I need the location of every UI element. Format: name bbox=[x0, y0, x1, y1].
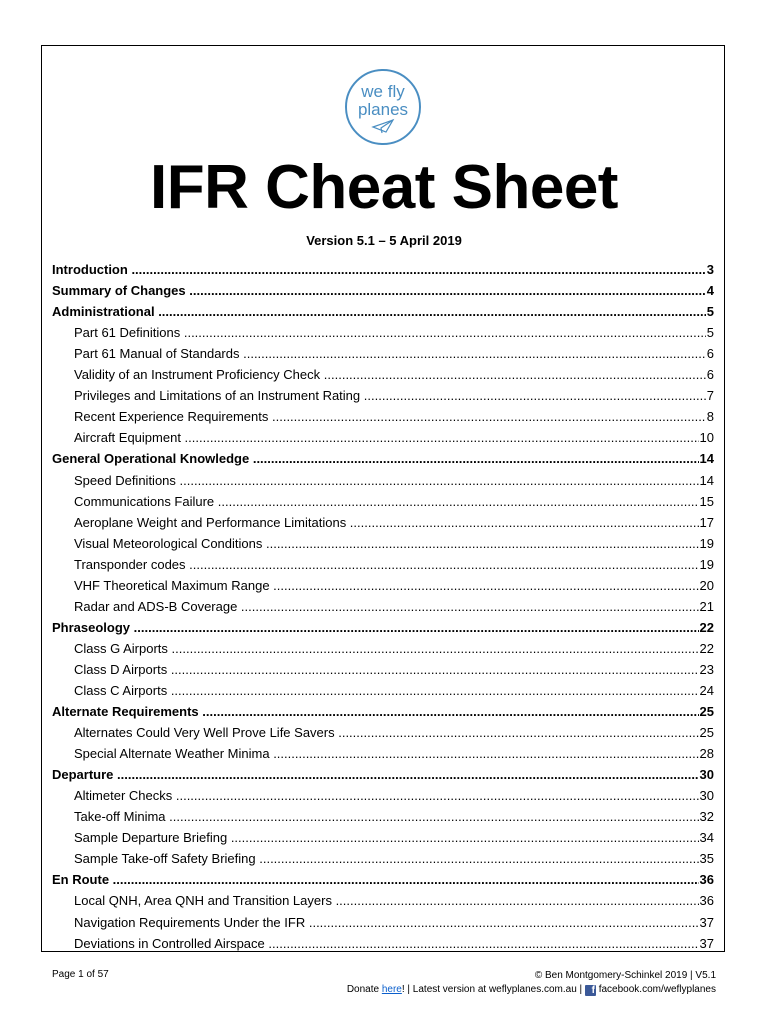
toc-entry-label: Class C Airports ..... bbox=[74, 683, 699, 699]
toc-entry-page: 17 bbox=[699, 514, 714, 530]
toc-entry-label: Radar and ADS-B Coverage ..... bbox=[74, 599, 699, 615]
toc-entry-page: 30 bbox=[699, 767, 714, 783]
toc-entry-label: Transponder codes ..... bbox=[74, 557, 699, 573]
logo-line-1: we fly bbox=[361, 82, 405, 101]
toc-entry-page: 5 bbox=[706, 325, 714, 341]
toc-entry-label: Recent Experience Requirements ..... bbox=[74, 409, 706, 425]
page-number: Page 1 of 57 bbox=[52, 969, 109, 980]
document-title: IFR Cheat Sheet bbox=[150, 153, 618, 222]
toc-entry[interactable] bbox=[52, 657, 714, 678]
toc-entry-label: Sample Take-off Safety Briefing ..... bbox=[74, 851, 699, 867]
toc-entry[interactable] bbox=[52, 804, 714, 825]
donate-text: Donate bbox=[346, 984, 382, 995]
toc-entry[interactable] bbox=[52, 741, 714, 762]
toc-entry[interactable] bbox=[52, 531, 714, 552]
toc-entry[interactable] bbox=[52, 278, 714, 299]
donate-here-link[interactable]: here bbox=[381, 984, 402, 995]
toc-entry-label: VHF Theoretical Maximum Range ..... bbox=[74, 578, 699, 594]
toc-entry-label: Take-off Minima ..... bbox=[74, 809, 699, 825]
toc-entry[interactable] bbox=[52, 510, 714, 531]
toc-entry-page: 10 bbox=[699, 430, 714, 446]
toc-entry-page: 23 bbox=[699, 661, 714, 677]
toc-entry-page: 20 bbox=[699, 577, 714, 593]
toc-entry-label: Class D Airports ..... bbox=[74, 662, 699, 678]
toc-entry[interactable] bbox=[52, 888, 714, 909]
copyright-line: © Ben Montgomery-Schinkel 2019 | V5.1 bbox=[534, 970, 716, 981]
toc-entry-page: 35 bbox=[699, 851, 714, 867]
toc-entry-label: Altimeter Checks ..... bbox=[74, 788, 699, 804]
toc-entry-page: 14 bbox=[699, 472, 714, 488]
toc-entry-label: Alternates Could Very Well Prove Life Savers ..... bbox=[74, 725, 699, 741]
toc-entry[interactable] bbox=[52, 825, 714, 846]
toc-entry[interactable] bbox=[52, 678, 714, 699]
toc-entry[interactable] bbox=[52, 720, 714, 741]
toc-entry-label: Speed Definitions ..... bbox=[74, 473, 699, 489]
toc-entry-page: 4 bbox=[706, 283, 714, 299]
toc-entry-label: Aeroplane Weight and Performance Limitations ..... bbox=[74, 515, 699, 531]
toc-entry-label: Sample Departure Briefing ..... bbox=[74, 830, 699, 846]
toc-entry[interactable] bbox=[52, 636, 714, 657]
toc-entry[interactable] bbox=[52, 931, 714, 952]
toc-entry-label: Phraseology ..... bbox=[52, 620, 699, 636]
toc-entry[interactable] bbox=[52, 909, 714, 930]
toc-entry-label: Part 61 Definitions ..... bbox=[74, 325, 706, 341]
toc-entry-label: Alternate Requirements ..... bbox=[52, 704, 699, 720]
toc-entry-page: 37 bbox=[699, 935, 714, 951]
toc-entry-page: 30 bbox=[699, 788, 714, 804]
toc-entry-label: Special Alternate Weather Minima ..... bbox=[74, 746, 699, 762]
toc-entry-page: 32 bbox=[699, 809, 714, 825]
toc-entry[interactable] bbox=[52, 762, 714, 783]
toc-entry-page: 24 bbox=[699, 682, 714, 698]
toc-entry-page: 34 bbox=[699, 830, 714, 846]
toc-entry[interactable] bbox=[52, 383, 714, 404]
toc-entry[interactable] bbox=[52, 341, 714, 362]
toc-entry[interactable] bbox=[52, 699, 714, 720]
toc-entry[interactable] bbox=[52, 783, 714, 804]
toc-entry[interactable] bbox=[52, 552, 714, 573]
toc-entry-page: 3 bbox=[706, 262, 714, 278]
toc-entry[interactable] bbox=[52, 446, 714, 467]
toc-entry-page: 36 bbox=[699, 893, 714, 909]
toc-entry[interactable] bbox=[52, 425, 714, 446]
footer-credits bbox=[347, 969, 716, 997]
toc-entry-page: 19 bbox=[699, 556, 714, 572]
toc-entry[interactable] bbox=[52, 299, 714, 320]
facebook-link[interactable]: facebook.com/weflyplanes bbox=[598, 984, 716, 995]
toc-entry[interactable] bbox=[52, 362, 714, 383]
toc-entry-page: 6 bbox=[706, 346, 714, 362]
toc-entry-label: General Operational Knowledge ..... bbox=[52, 451, 699, 467]
toc-entry-label: Visual Meteorological Conditions ..... bbox=[74, 536, 699, 552]
toc-entry-label: Local QNH, Area QNH and Transition Layers ..... bbox=[74, 893, 699, 909]
toc-entry[interactable] bbox=[52, 594, 714, 615]
toc-entry-page: 22 bbox=[699, 640, 714, 656]
toc-entry[interactable] bbox=[52, 573, 714, 594]
toc-entry-label: En Route ..... bbox=[52, 872, 699, 888]
toc-entry-page: 14 bbox=[699, 451, 714, 467]
toc-entry-label: Validity of an Instrument Proficiency Check ..... bbox=[74, 367, 706, 383]
toc-entry-label: Class G Airports ..... bbox=[74, 641, 699, 657]
toc-entry-label: Communications Failure ..... bbox=[74, 494, 699, 510]
toc-entry-page: 25 bbox=[699, 704, 714, 720]
toc-entry-label: Aircraft Equipment ..... bbox=[74, 430, 699, 446]
toc-entry-page: 8 bbox=[706, 409, 714, 425]
toc-entry-label: Introduction ..... bbox=[52, 262, 706, 278]
toc-entry-page: 21 bbox=[699, 598, 714, 614]
version-line: Version 5.1 – 5 April 2019 bbox=[306, 233, 462, 248]
toc-entry[interactable] bbox=[52, 404, 714, 425]
toc-entry-label: Deviations in Controlled Airspace ..... bbox=[74, 936, 699, 952]
table-of-contents bbox=[52, 257, 714, 952]
logo-line-2: planes bbox=[357, 100, 409, 119]
toc-entry[interactable] bbox=[52, 467, 714, 488]
toc-entry-page: 7 bbox=[706, 388, 714, 404]
toc-entry[interactable] bbox=[52, 320, 714, 341]
toc-entry-page: 36 bbox=[699, 872, 714, 888]
toc-entry-page: 37 bbox=[699, 914, 714, 930]
toc-entry[interactable] bbox=[52, 867, 714, 888]
toc-entry[interactable] bbox=[52, 257, 714, 278]
toc-entry-label: Navigation Requirements Under the IFR ..... bbox=[74, 915, 699, 931]
toc-entry-label: Administrational ..... bbox=[52, 304, 706, 320]
toc-entry-page: 5 bbox=[706, 304, 714, 320]
toc-entry-label: Part 61 Manual of Standards ..... bbox=[74, 346, 706, 362]
footer-links-line bbox=[347, 983, 716, 997]
toc-entry-page: 25 bbox=[699, 725, 714, 741]
we-fly-planes-logo bbox=[343, 67, 423, 147]
paper-plane-icon bbox=[373, 120, 393, 133]
toc-entry-page: 6 bbox=[706, 367, 714, 383]
toc-entry-label: Departure ..... bbox=[52, 767, 699, 783]
toc-entry-label: Privileges and Limitations of an Instrument Rating ..... bbox=[74, 388, 706, 404]
facebook-icon[interactable]: f bbox=[585, 985, 596, 996]
toc-entry[interactable] bbox=[52, 489, 714, 510]
toc-entry-label: Summary of Changes ..... bbox=[52, 283, 706, 299]
latest-version-text: ! | Latest version at weflyplanes.com.au | bbox=[401, 984, 585, 995]
toc-entry[interactable] bbox=[52, 846, 714, 867]
toc-entry-page: 19 bbox=[699, 535, 714, 551]
toc-entry-page: 28 bbox=[699, 746, 714, 762]
toc-entry-page: 22 bbox=[699, 619, 714, 635]
toc-entry-page: 15 bbox=[699, 493, 714, 509]
toc-entry[interactable] bbox=[52, 615, 714, 636]
